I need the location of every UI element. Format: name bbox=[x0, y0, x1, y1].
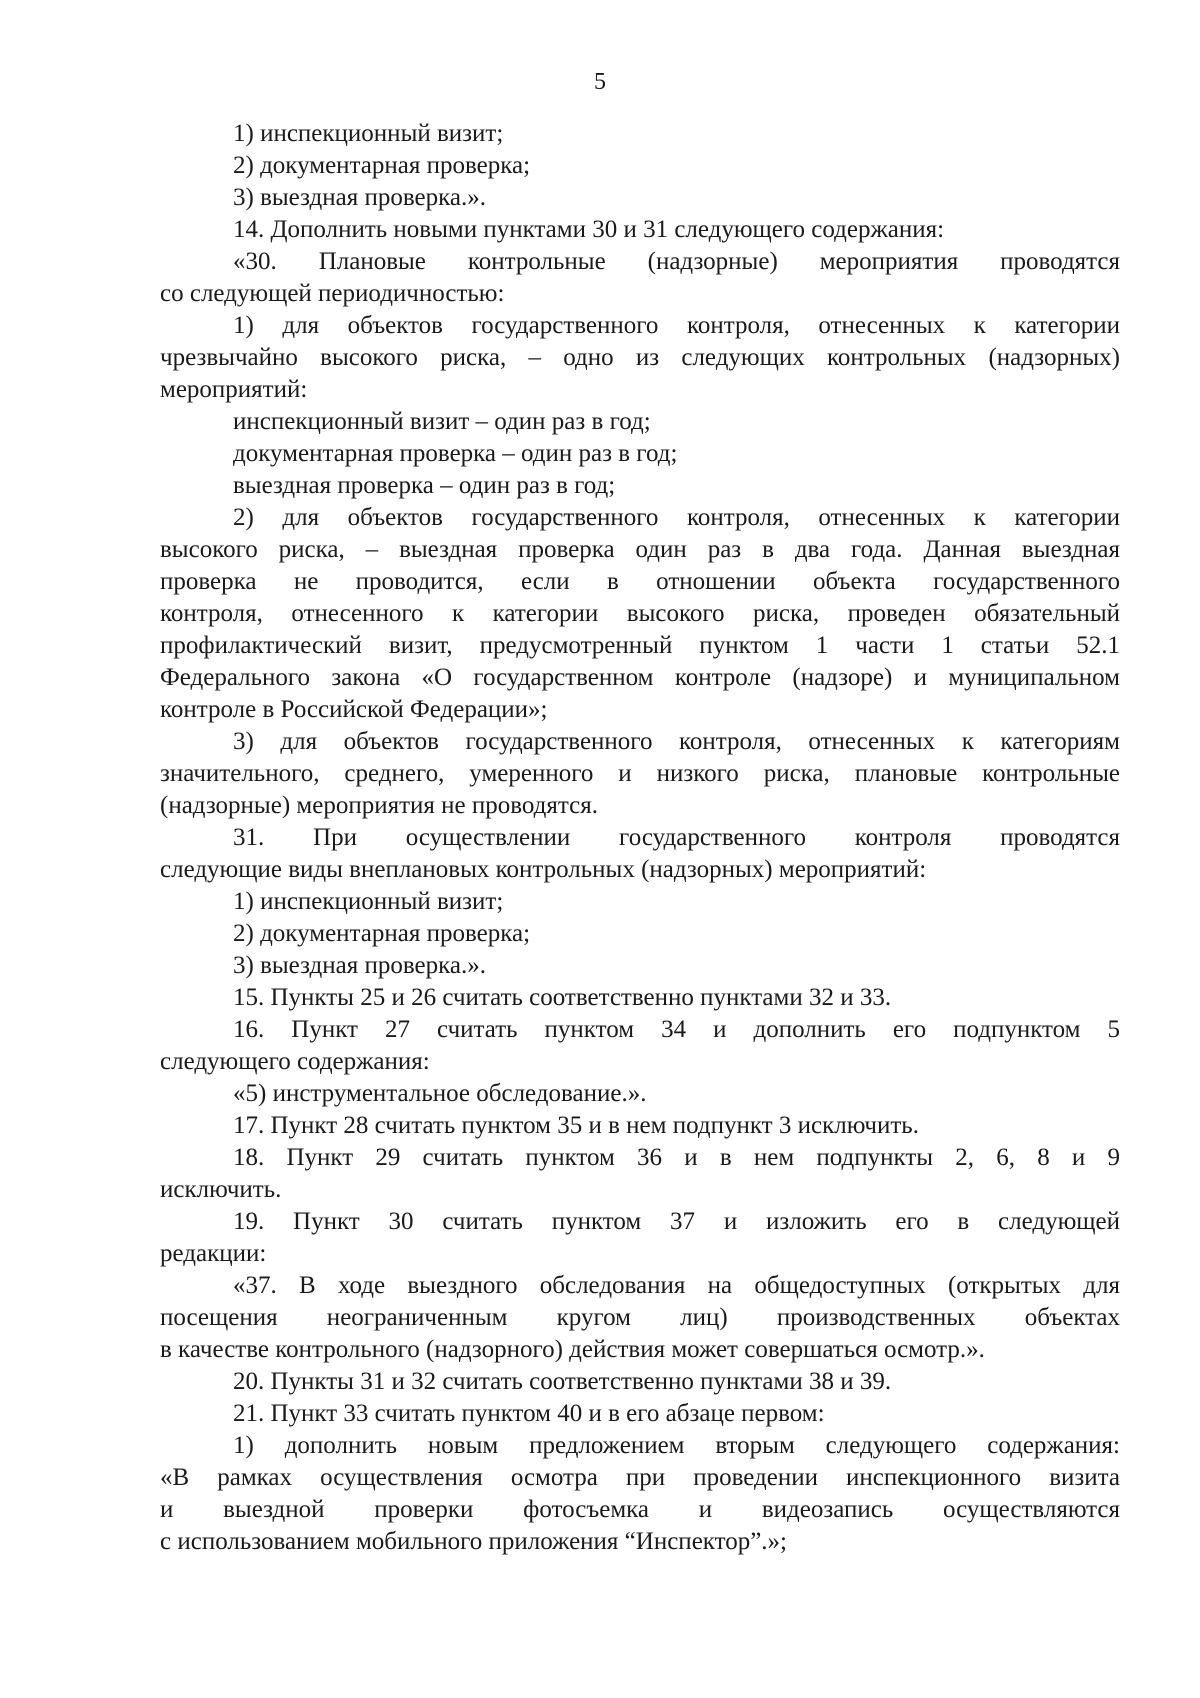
text-line: 18. Пункт 29 считать пунктом 36 и в нем подпункты 2, 6, 8 и 9 bbox=[233, 1144, 1120, 1171]
text-line: 3) выездная проверка.». bbox=[233, 952, 486, 979]
text-line: 19. Пункт 30 считать пунктом 37 и изложить его в следующей bbox=[233, 1208, 1120, 1235]
text-line: 20. Пункты 31 и 32 считать соответственно пунктами 38 и 39. bbox=[233, 1368, 892, 1395]
text-line: мероприятий: bbox=[160, 376, 308, 403]
text-line: 2) документарная проверка; bbox=[233, 152, 531, 179]
document-body bbox=[160, 118, 1120, 1558]
text-line: и выездной проверки фотосъемка и видеозапись осуществляются bbox=[160, 1496, 1120, 1523]
text-line: 1) для объектов государственного контроля, отнесенных к категории bbox=[233, 312, 1120, 339]
text-line: 1) дополнить новым предложением вторым следующего содержания: bbox=[233, 1432, 1120, 1459]
text-line: 2) документарная проверка; bbox=[233, 920, 531, 947]
text-line: «5) инструментальное обследование.». bbox=[233, 1080, 647, 1107]
text-line: 31. При осуществлении государственного контроля проводятся bbox=[233, 824, 1120, 851]
text-line: следующего содержания: bbox=[160, 1048, 430, 1075]
text-line: чрезвычайно высокого риска, – одно из следующих контрольных (надзорных) bbox=[160, 344, 1120, 371]
text-line: 14. Дополнить новыми пунктами 30 и 31 следующего содержания: bbox=[233, 216, 945, 243]
text-line: 15. Пункты 25 и 26 считать соответственно пунктами 32 и 33. bbox=[233, 984, 892, 1011]
text-line: 3) для объектов государственного контроля, отнесенных к категориям bbox=[233, 728, 1120, 755]
text-line: значительного, среднего, умеренного и низкого риска, плановые контрольные bbox=[160, 760, 1120, 787]
text-line: «В рамках осуществления осмотра при проведении инспекционного визита bbox=[160, 1464, 1120, 1491]
text-line: «30. Плановые контрольные (надзорные) мероприятия проводятся bbox=[233, 248, 1120, 275]
page-number: 5 bbox=[594, 69, 606, 95]
text-line: профилактический визит, предусмотренный пунктом 1 части 1 статьи 52.1 bbox=[160, 632, 1120, 659]
text-line: следующие виды внеплановых контрольных (надзорных) мероприятий: bbox=[160, 856, 927, 883]
text-line: 21. Пункт 33 считать пунктом 40 и в его абзаце первом: bbox=[233, 1400, 825, 1427]
text-line: 17. Пункт 28 считать пунктом 35 и в нем подпункт 3 исключить. bbox=[233, 1112, 919, 1139]
text-line: контроле в Российской Федерации»; bbox=[160, 696, 548, 723]
text-line: 16. Пункт 27 считать пунктом 34 и дополнить его подпунктом 5 bbox=[233, 1016, 1120, 1043]
text-line: 2) для объектов государственного контроля, отнесенных к категории bbox=[233, 504, 1120, 531]
text-line: 1) инспекционный визит; bbox=[233, 120, 504, 147]
text-line: в качестве контрольного (надзорного) действия может совершаться осмотр.». bbox=[160, 1336, 985, 1363]
text-line: Федерального закона «О государственном контроле (надзоре) и муниципальном bbox=[160, 664, 1120, 691]
text-line: 3) выездная проверка.». bbox=[233, 184, 486, 211]
text-line: выездная проверка – один раз в год; bbox=[233, 472, 616, 499]
text-line: со следующей периодичностью: bbox=[160, 280, 505, 307]
text-line: редакции: bbox=[160, 1240, 267, 1267]
text-line: исключить. bbox=[160, 1176, 282, 1203]
text-line: 1) инспекционный визит; bbox=[233, 888, 504, 915]
text-line: документарная проверка – один раз в год; bbox=[233, 440, 678, 467]
text-line: посещения неограниченным кругом лиц) производственных объектах bbox=[160, 1304, 1120, 1331]
text-line: высокого риска, – выездная проверка один раз в два года. Данная выездная bbox=[160, 536, 1120, 563]
text-line: (надзорные) мероприятия не проводятся. bbox=[160, 792, 598, 819]
text-line: «37. В ходе выездного обследования на общедоступных (открытых для bbox=[233, 1272, 1120, 1299]
text-line: проверка не проводится, если в отношении объекта государственного bbox=[160, 568, 1120, 595]
text-line: контроля, отнесенного к категории высокого риска, проведен обязательный bbox=[160, 600, 1120, 627]
text-line: инспекционный визит – один раз в год; bbox=[233, 408, 651, 435]
text-line: с использованием мобильного приложения “Инспектор”.»; bbox=[160, 1528, 787, 1555]
